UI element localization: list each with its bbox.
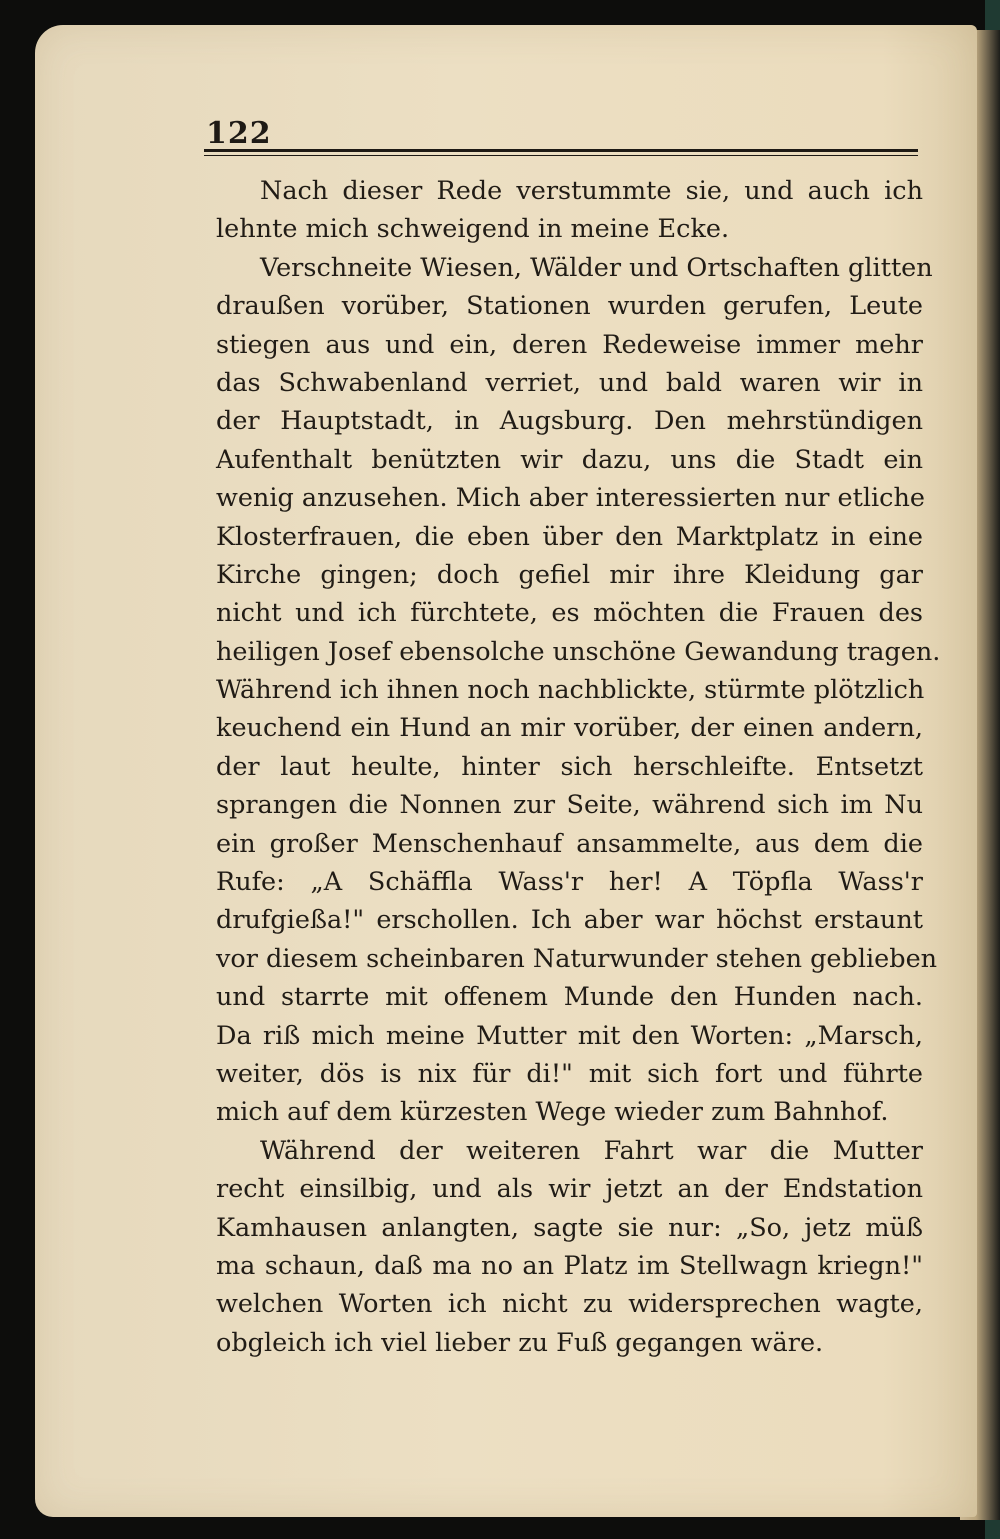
header-rule [204,149,918,156]
text-line: recht einsilbig, und als wir jetzt an der Endstation [216,1174,923,1205]
text-line: Nach dieser Rede verstummte sie, und auch ich [260,176,923,206]
text-line: ma schaun, daß ma no an Platz im Stellwagn kriegn!" [216,1250,923,1281]
text-line: sprangen die Nonnen zur Seite, während sich im Nu [216,790,923,821]
text-line: keuchend ein Hund an mir vorüber, der einen andern, [216,713,923,744]
text-line: obgleich ich viel lieber zu Fuß gegangen wäre. [216,1327,824,1358]
text-line: das Schwabenland verriet, und bald waren wir in [216,367,923,398]
text-line: lehnte mich schweigend in meine Ecke. [216,214,730,245]
text-line: Rufe: „A Schäffla Wass'r her! A Töpfla Wass'r [216,867,923,898]
text-line: stiegen aus und ein, deren Redeweise immer mehr [216,329,923,360]
text-line: Kamhausen anlangten, sagte sie nur: „So, jetz müß [216,1212,923,1243]
text-line: der Hauptstadt, in Augsburg. Den mehrstündigen [216,406,923,437]
text-line: Während der weiteren Fahrt war die Mutter [260,1135,923,1166]
page-number: 122 [206,116,272,151]
body-text [216,172,941,1362]
text-line: weiter, dös is nix für di!" mit sich fort und führte [216,1058,923,1089]
text-line: Kirche gingen; doch gefiel mir ihre Kleidung gar [216,559,923,590]
text-line: Klosterfrauen, die eben über den Marktplatz in eine [216,521,923,552]
text-line: der laut heulte, hinter sich herschleifte. Entsetzt [216,751,923,782]
text-line: wenig anzusehen. Mich aber interessierten nur etliche [216,483,925,514]
text-line: heiligen Josef ebensolche unschöne Gewandung tragen. [216,636,941,667]
text-line: Verschneite Wiesen, Wälder und Ortschaften glitten [260,252,933,283]
text-line: vor diesem scheinbaren Naturwunder stehen geblieben [216,943,938,974]
text-line: draußen vorüber, Stationen wurden gerufen, Leute [216,291,923,322]
text-line: ein großer Menschenhauf ansammelte, aus dem die [216,828,923,859]
text-line: Während ich ihnen noch nachblickte, stürmte plötzlich [216,675,925,706]
text-line: drufgießa!" erschollen. Ich aber war höchst erstaunt [216,905,923,936]
text-line: nicht und ich fürchtete, es möchten die Frauen des [216,598,923,629]
text-line: mich auf dem kürzesten Wege wieder zum Bahnhof. [216,1097,889,1128]
text-line: Da riß mich meine Mutter mit den Worten: „Marsch, [216,1020,923,1051]
text-line: welchen Worten ich nicht zu widersprechen wagte, [216,1289,923,1320]
text-line: Aufenthalt benützten wir dazu, uns die Stadt ein [216,444,923,475]
text-line: und starrte mit offenem Munde den Hunden nach. [216,982,923,1013]
